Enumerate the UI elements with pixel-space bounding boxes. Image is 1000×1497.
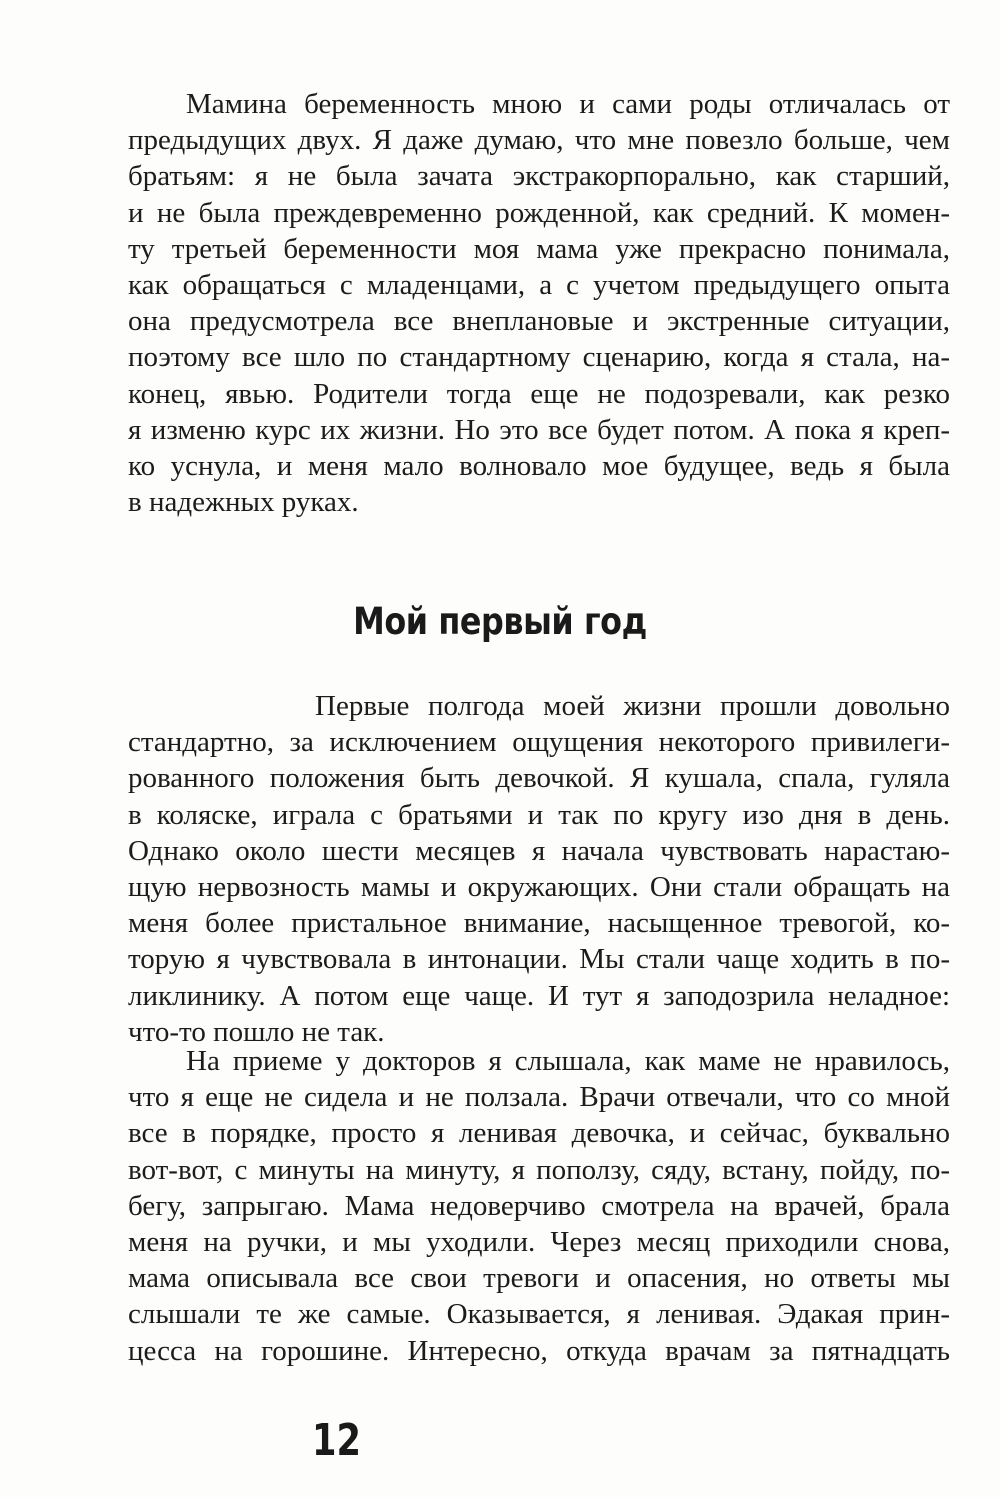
text-line: Мамина беременность мною и сами роды отличалась от xyxy=(186,88,950,120)
text-line: меня на ручки, и мы уходили. Через месяц приходили снова, xyxy=(128,1225,950,1258)
text-line: меня более пристальное внимание, насыщенное тревогой, ко- xyxy=(128,907,950,940)
text-line: что я еще не сидела и не ползала. Врачи отвечали, что со мной xyxy=(128,1081,950,1114)
text-line: все в порядке, просто я ленивая девочка, и сейчас, буквально xyxy=(128,1117,950,1150)
text-line: Первые полгода моей жизни прошли довольно xyxy=(315,690,950,722)
text-line: что-то пошло не так. xyxy=(128,1015,385,1048)
text-line: в коляске, играла с братьями и так по кругу изо дня в день. xyxy=(128,798,950,831)
text-line: предыдущих двух. Я даже думаю, что мне повезло больше, чем xyxy=(128,124,950,157)
text-line: стандартно, за исключением ощущения некоторого привилеги- xyxy=(128,726,950,759)
text-line: ликлинику. А потом еще чаще. И тут я заподозрила неладное: xyxy=(128,979,950,1012)
text-line: На приеме у докторов я слышала, как маме не нравилось, xyxy=(186,1045,950,1077)
text-line: ту третьей беременности моя мама уже прекрасно понимала, xyxy=(128,232,950,265)
text-line: рованного положения быть девочкой. Я кушала, спала, гуляла xyxy=(128,762,950,795)
text-line: слышали те же самые. Оказывается, я ленивая. Эдакая прин- xyxy=(128,1298,950,1331)
text-line: я изменю курс их жизни. Но это все будет потом. А пока я креп- xyxy=(128,413,950,446)
text-line: цесса на горошине. Интересно, откуда врачам за пятнадцать xyxy=(128,1334,950,1367)
text-line: и не была преждевременно рожденной, как средний. К момен- xyxy=(128,196,950,229)
text-line: мама описывала все свои тревоги и опасения, но ответы мы xyxy=(128,1262,950,1295)
section-heading: Мой первый год xyxy=(353,600,647,643)
text-line: ко уснула, и меня мало волновало мое будущее, ведь я была xyxy=(128,449,950,482)
text-line: вот-вот, с минуты на минуту, я поползу, сяду, встану, пойду, по- xyxy=(128,1153,950,1186)
paragraph-2 xyxy=(128,688,950,1050)
page-number: 12 xyxy=(312,1415,361,1466)
text-line: щую нервозность мамы и окружающих. Они стали обращать на xyxy=(128,870,950,903)
text-line: бегу, запрыгаю. Мама недоверчиво смотрела на врачей, брала xyxy=(128,1189,950,1222)
text-line: торую я чувствовала в интонации. Мы стали чаще ходить в по- xyxy=(128,943,950,976)
text-line: как обращаться с младенцами, а с учетом предыдущего опыта xyxy=(128,268,950,301)
text-line: конец, явью. Родители тогда еще не подозревали, как резко xyxy=(128,377,950,410)
text-line: в надежных руках. xyxy=(128,486,359,519)
paragraph-1 xyxy=(128,86,950,520)
text-line: братьям: я не была зачата экстракорпорально, как старший, xyxy=(128,160,950,193)
text-line: она предусмотрела все внеплановые и экстренные ситуации, xyxy=(128,305,950,338)
text-line: поэтому все шло по стандартному сценарию, когда я стала, на- xyxy=(128,341,950,374)
text-line: Однако около шести месяцев я начала чувствовать нарастаю- xyxy=(128,834,950,867)
paragraph-3 xyxy=(128,1043,950,1369)
